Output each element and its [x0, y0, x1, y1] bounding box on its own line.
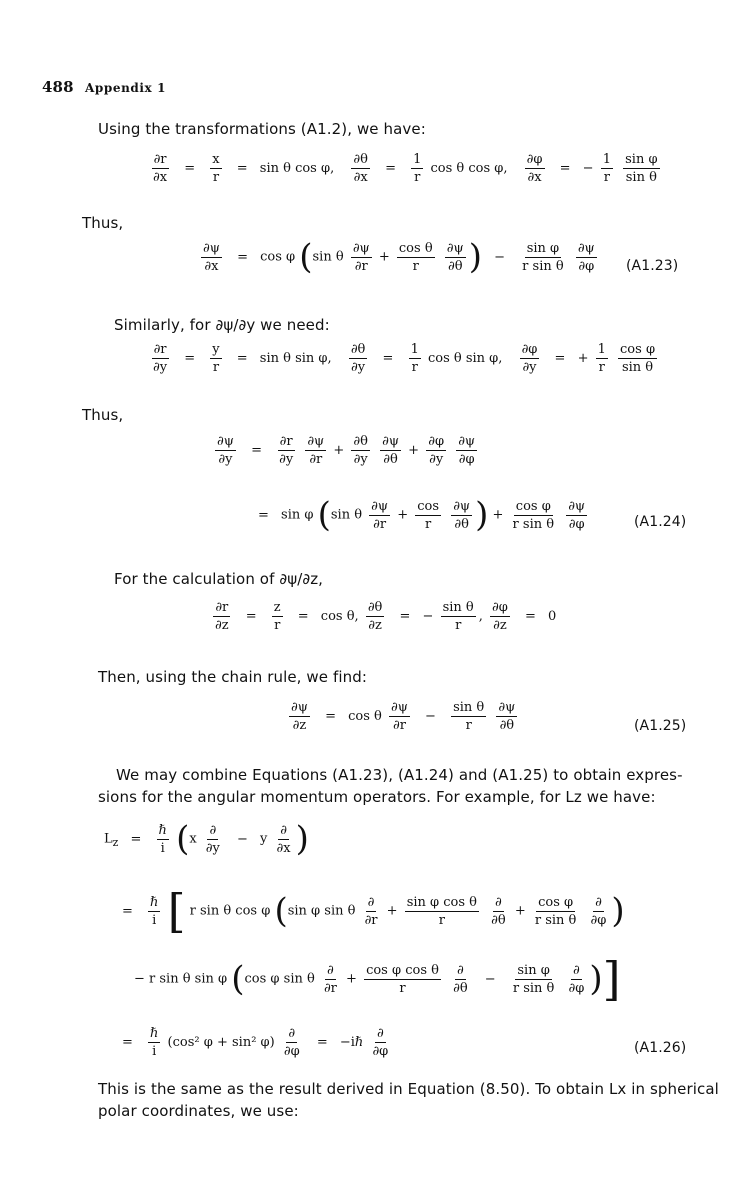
equation-number-a1-24: (A1.24)	[634, 514, 687, 530]
for-calculation-paragraph: For the calculation of ∂ψ/∂z,	[114, 570, 324, 588]
equation-x-partials: $\frac{\partial r}{\partial x}$ = $\frac{x}{r}$ = sin θ cos φ, $\frac{\partial\theta}{\partial x}$ = $\frac{1}{r}$ cos θ cos φ, $\frac{\partial\varphi}{\partial x}$ = − $\frac{1}{r}$ $\frac{\text{sin φ}}{\text{sin θ}}$	[153, 152, 658, 185]
then-paragraph: Then, using the chain rule, we find:	[98, 668, 368, 686]
equation-y-chain-rule: $\frac{\partial\psi}{\partial y}$ = $\frac{\partial r}{\partial y}$ $\frac{\partial\psi}{\partial r}$ + $\frac{\partial\theta}{\partial y}$ $\frac{\partial\psi}{\partial\theta}$ + $\frac{\partial\varphi}{\partial y}$ $\frac{\partial\psi}{\partial\varphi}$	[217, 434, 476, 467]
page-number: 488	[42, 78, 74, 96]
result-paragraph-line-2: polar coordinates, we use:	[98, 1102, 299, 1120]
running-title: Appendix 1	[84, 81, 167, 95]
equation-y-partials: $\frac{\partial r}{\partial y}$ = $\frac{y}{r}$ = sin θ sin φ, $\frac{\partial\theta}{\partial y}$ = $\frac{1}{r}$ cos θ sin φ, $\frac{\partial\varphi}{\partial y}$ = + $\frac{1}{r}$ $\frac{\text{cos φ}}{\text{sin θ}}$	[153, 342, 656, 375]
equation-a1-24: = sin φ (sin θ $\frac{\partial\psi}{\partial r}$ + $\frac{\cos}{r}$ $\frac{\partial\psi}{\partial\theta}$ ) + $\frac{\text{cos φ}}{\text{r sin θ}}$ $\frac{\partial\psi}{\partial\varphi}$	[258, 495, 586, 535]
combine-paragraph-line-1: We may combine Equations (A1.23), (A1.24) and (A1.25) to obtain expres-	[116, 766, 683, 784]
equation-lz-substitution-2: − r sin θ sin φ (cos φ sin θ $\frac{\partial}{\partial r}$ + $\frac{\text{cos φ cos θ}}{r}$ $\frac{\partial}{\partial\theta}$ − $\frac{\text{sin φ}}{\text{r sin θ}}$ $\frac{\partial}{\partial\varphi}$ )]	[134, 952, 621, 1006]
similarly-paragraph: Similarly, for ∂ψ/∂y we need:	[114, 316, 330, 334]
equation-lz-definition: $L_z$ = $\frac{\text{ℏ}}{i}$ (x $\frac{\partial}{\partial y}$ − y $\frac{\partial}{\partial x}$ )	[104, 819, 309, 859]
equation-number-a1-23: (A1.23)	[626, 258, 679, 274]
equation-z-partials: $\frac{\partial r}{\partial z}$ = $\frac{z}{r}$ = cos θ, $\frac{\partial\theta}{\partial z}$ = − $\frac{\text{sin θ}}{r}$ , $\frac{\partial\varphi}{\partial z}$ = 0	[215, 600, 557, 633]
equation-a1-25: $\frac{\partial\psi}{\partial z}$ = cos θ $\frac{\partial\psi}{\partial r}$ − $\frac{\text{sin θ}}{r}$ $\frac{\partial\psi}{\partial\theta}$	[291, 700, 516, 733]
equation-a1-26: = $\frac{\text{ℏ}}{i}$ (cos² φ + sin² φ) $\frac{\partial}{\partial\varphi}$ = −iℏ $\frac{\partial}{\partial\varphi}$	[122, 1026, 389, 1059]
combine-paragraph-line-2: sions for the angular momentum operators. For example, for Lz we have:	[98, 788, 656, 806]
intro-paragraph: Using the transformations (A1.2), we have:	[98, 120, 426, 138]
equation-number-a1-26: (A1.26)	[634, 1040, 687, 1056]
result-paragraph-line-1: This is the same as the result derived in Equation (8.50). To obtain Lx in spherical	[98, 1080, 719, 1098]
equation-a1-23: $\frac{\partial\psi}{\partial x}$ = cos φ (sin θ $\frac{\partial\psi}{\partial r}$ + $\frac{\text{cos θ}}{r}$ $\frac{\partial\psi}{\partial\theta}$ ) − $\frac{\text{sin φ}}{\text{r sin θ}}$ $\frac{\partial\psi}{\partial\varphi}$	[203, 237, 595, 277]
equation-number-a1-25: (A1.25)	[634, 718, 687, 734]
equation-lz-substitution-1: = $\frac{\text{ℏ}}{i}$ [ r sin θ cos φ (sin φ sin θ $\frac{\partial}{\partial r}$ + $\frac{\text{sin φ cos θ}}{r}$ $\frac{\partial}{\partial\theta}$ + $\frac{\text{cos φ}}{\text{r sin θ}}$ $\frac{\partial}{\partial\varphi}$ )	[122, 884, 625, 938]
thus-label-2: Thus,	[82, 406, 124, 424]
running-head	[42, 78, 166, 96]
thus-label: Thus,	[82, 214, 124, 232]
